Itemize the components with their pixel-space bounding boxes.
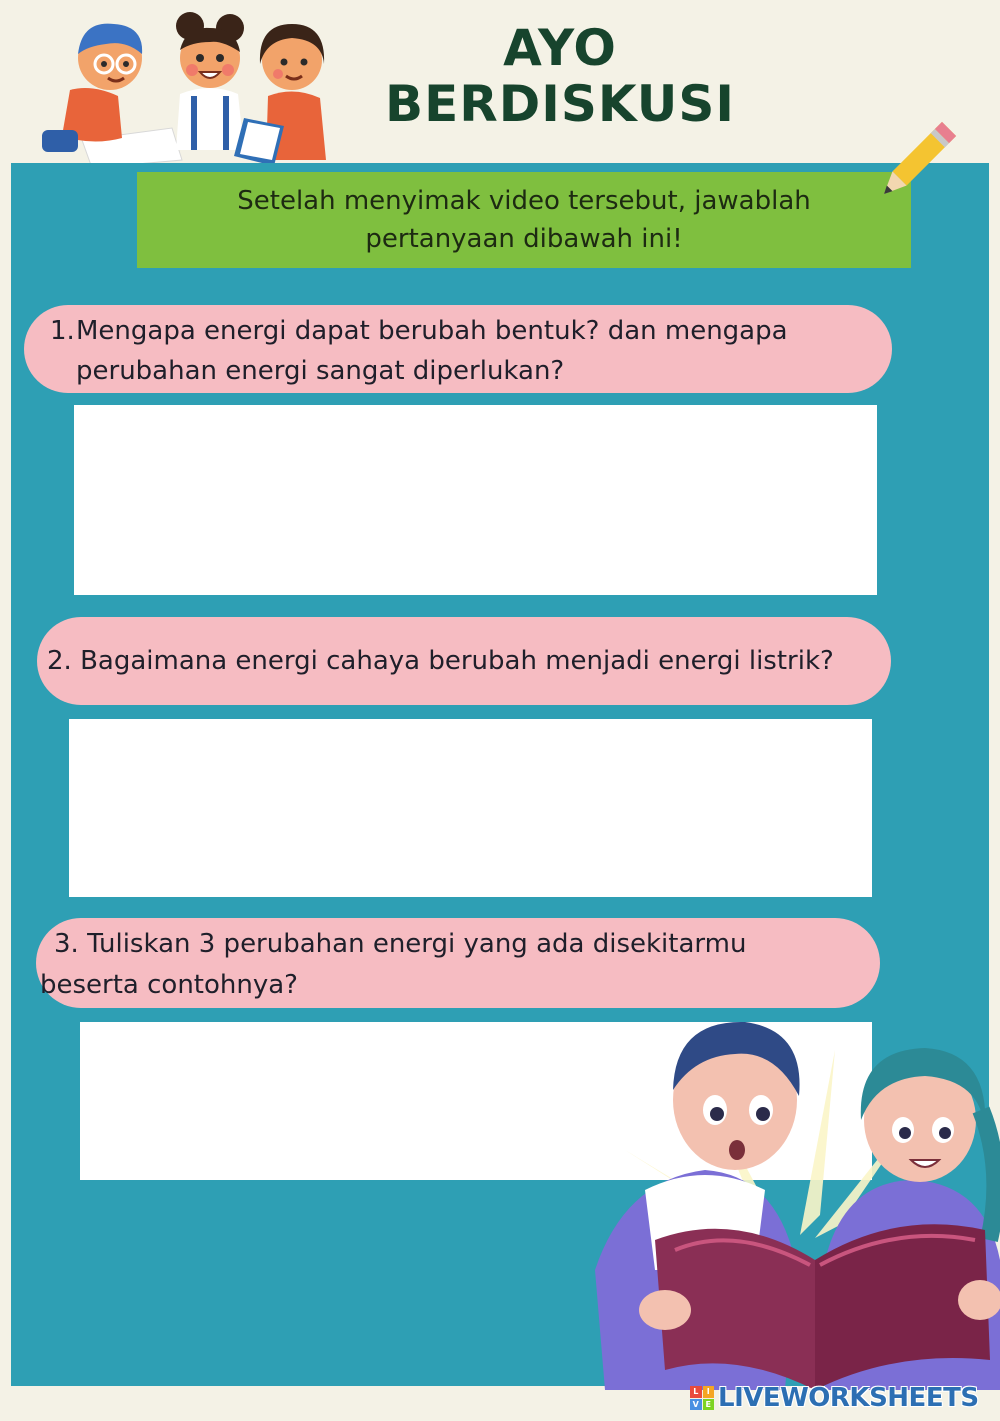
question-2 — [37, 617, 891, 705]
logo-letter-v: V — [690, 1399, 702, 1411]
question-1-number: 1. — [50, 316, 75, 346]
question-2-text: 2. Bagaimana energi cahaya berubah menjadi energi listrik? — [47, 646, 834, 676]
question-3-text-line-2: beserta contohnya? — [40, 970, 298, 1000]
liveworksheets-watermark — [690, 1381, 979, 1415]
logo-letter-l: L — [690, 1386, 702, 1398]
question-1-text: Mengapa energi dapat berubah bentuk? dan mengapa perubahan energi sangat diperlukan? — [76, 316, 788, 386]
title-line-1: AYO — [503, 19, 617, 77]
question-3-text-line-1: 3. Tuliskan 3 perubahan energi yang ada disekitarmu — [54, 929, 747, 959]
children-studying-illustration — [22, 10, 342, 168]
children-reading-book-illustration — [585, 1010, 1000, 1390]
instruction-box — [137, 172, 911, 268]
logo-letter-e: E — [703, 1399, 715, 1411]
watermark-text: LIVEWORKSHEETS — [718, 1383, 979, 1413]
pencil-icon — [868, 120, 958, 210]
instruction-text: Setelah menyimak video tersebut, jawablah pertanyaan dibawah ini! — [237, 186, 811, 254]
logo-letter-i: I — [703, 1386, 715, 1398]
question-1 — [24, 305, 892, 393]
answer-2-input[interactable] — [69, 719, 872, 897]
answer-1-input[interactable] — [74, 405, 877, 595]
liveworksheets-logo-icon — [690, 1386, 714, 1410]
title-line-2: BERDISKUSI — [385, 75, 735, 133]
page-title — [380, 20, 740, 132]
question-3 — [36, 918, 880, 1008]
